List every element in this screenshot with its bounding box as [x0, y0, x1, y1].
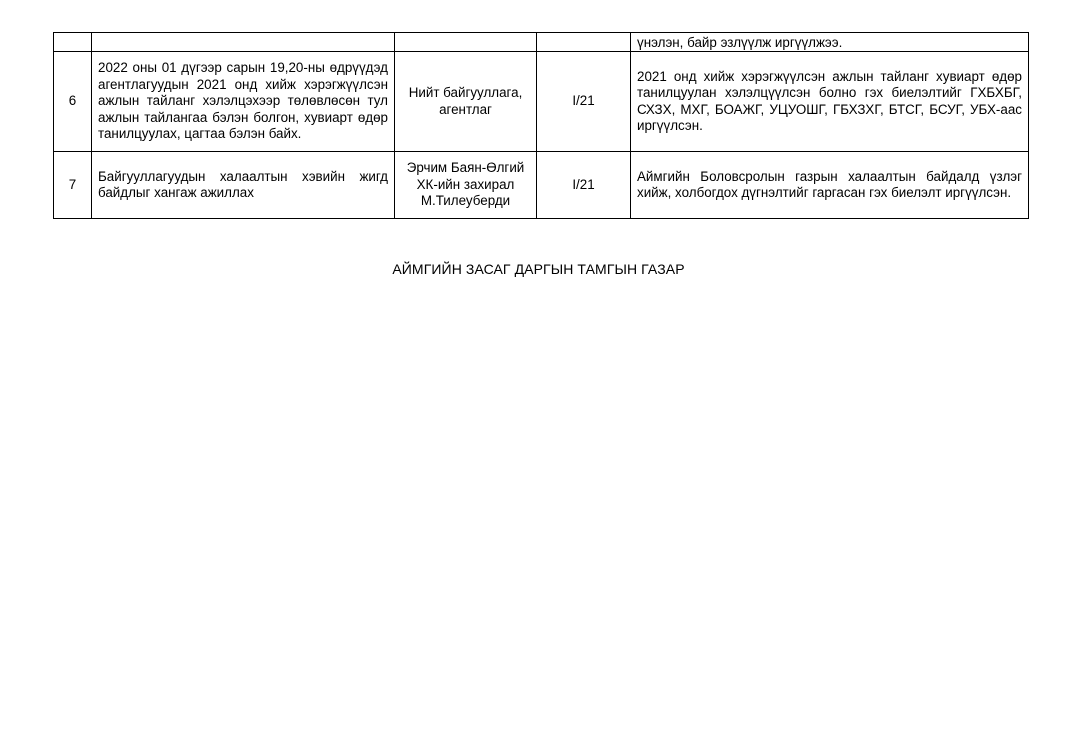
result-cell: үнэлэн, байр эзлүүлж иргүүлжээ. [631, 33, 1029, 52]
organization-title: АЙМГИЙН ЗАСАГ ДАРГЫН ТАМГЫН ГАЗАР [392, 261, 685, 277]
report-table [53, 32, 1029, 219]
row-number-cell [54, 33, 92, 52]
row-number-cell: 6 [54, 52, 92, 152]
deadline-cell [537, 33, 631, 52]
result-cell: Аймгийн Боловсролын газрын халаалтын байдалд үзлэг хийж, холбогдох дүгнэлтийг гаргасан гэх биелэлт иргүүлсэн. [631, 152, 1029, 219]
task-cell: Байгууллагуудын халаалтын хэвийн жигд байдлыг хангаж ажиллах [92, 152, 395, 219]
task-cell [92, 33, 395, 52]
result-cell: 2021 онд хийж хэрэгжүүлсэн ажлын тайланг хувиарт өдөр танилцуулан хэлэлцүүлсэн болно гэх биелэлтийг ГХБХБГ, СХЗХ, МХГ, БОАЖГ, УЦУОШГ, ГБХЗХГ, БТСГ, БСУГ, УБХ-аас иргүүлсэн. [631, 52, 1029, 152]
task-cell: 2022 оны 01 дүгээр сарын 19,20-ны өдрүүдэд агентлагуудын 2021 онд хийж хэрэгжүүлсэн ажлын тайланг хэлэлцэхээр төлөвлөсөн тул ажлын тайлангаа бэлэн болгон, хувиарт өдөр танилцуулах, цагтаа бэлэн байх. [92, 52, 395, 152]
responsible-cell: Эрчим Баян-Өлгий ХК-ийн захирал М.Тилеуберди [395, 152, 537, 219]
table-row-continuation [54, 33, 1029, 52]
table-row [54, 52, 1029, 152]
table-row [54, 152, 1029, 219]
responsible-cell [395, 33, 537, 52]
deadline-cell: I/21 [537, 52, 631, 152]
deadline-cell: I/21 [537, 152, 631, 219]
responsible-cell: Нийт байгууллага, агентлаг [395, 52, 537, 152]
row-number-cell: 7 [54, 152, 92, 219]
